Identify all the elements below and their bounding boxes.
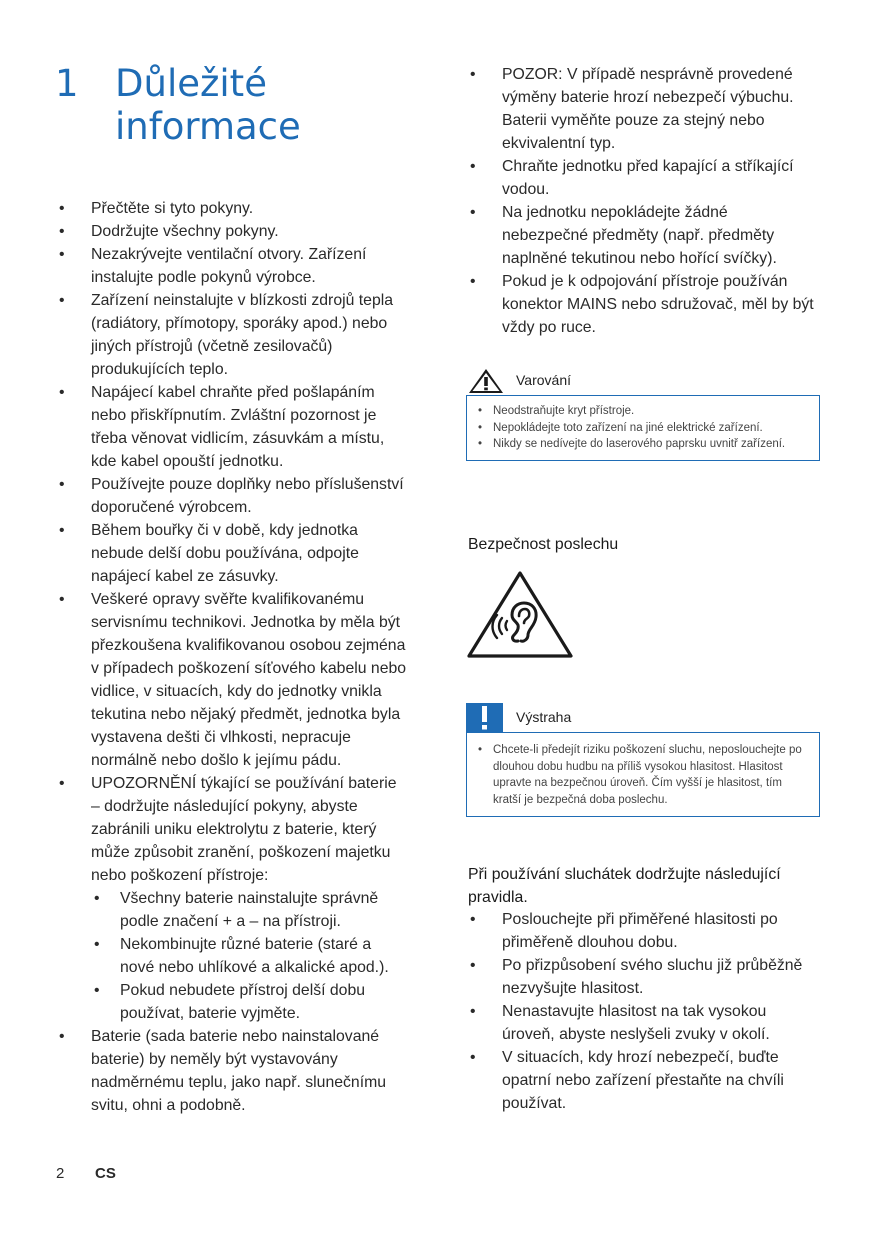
- battery-list-item: [56, 772, 408, 1025]
- warning-item: • Neodstraňujte kryt přístroje.: [475, 403, 811, 420]
- right-column-top: [467, 63, 817, 339]
- list-item: • POZOR: V případě nesprávně provedené výměny baterie hrozí nebezpečí výbuchu. Baterii vyměňte pouze za stejný nebo ekvivalentní typ.: [467, 63, 817, 155]
- page-number: 2: [56, 1165, 65, 1182]
- caution-item: • Chcete-li předejít riziku poškození sluchu, neposlouchejte po dlouhou dobu hudbu na příliš vysokou hlasitost. Hlasitost upravte na bezpečnou úroveň. Čím vyšší je hlasitost, tím kratší je bezpečná doba poslechu.: [475, 742, 811, 808]
- warning-title: Varování: [516, 372, 571, 388]
- headphones-list: [467, 908, 817, 1115]
- exclamation-icon: [466, 703, 503, 732]
- warning-header: [466, 366, 820, 395]
- list-item: • Používejte pouze doplňky nebo příslušenství doporučené výrobcem.: [56, 473, 408, 519]
- caution-callout: [466, 703, 820, 817]
- list-item: • Nenastavujte hlasitost na tak vysokou úroveň, abyste neslyšeli zvuky v okolí.: [467, 1000, 817, 1046]
- sub-list-item: • Pokud nebudete přístroj delší dobu používat, baterie vyjměte.: [91, 979, 408, 1025]
- list-item: • Nezakrývejte ventilační otvory. Zařízení instalujte podle pokynů výrobce.: [56, 243, 408, 289]
- list-item: • Dodržujte všechny pokyny.: [56, 220, 408, 243]
- sub-list-item: • Všechny baterie nainstalujte správně podle značení + a – na přístroji.: [91, 887, 408, 933]
- list-item: • Přečtěte si tyto pokyny.: [56, 197, 408, 220]
- caution-list: [475, 742, 811, 808]
- list-item: • Zařízení neinstalujte v blízkosti zdrojů tepla (radiátory, přímotopy, sporáky apod.) nebo jiných přístrojů (včetně zesilovačů) produkujících teplo.: [56, 289, 408, 381]
- left-column: [56, 197, 408, 1117]
- safety-list-continued: [467, 63, 817, 339]
- warning-box: [466, 395, 820, 461]
- list-item: • Napájecí kabel chraňte před pošlapáním nebo přiskřípnutím. Zvláštní pozornost je třeba věnovat vidlicím, zásuvkám a místu, kde kabel opouští jednotku.: [56, 381, 408, 473]
- list-item: • Poslouchejte při přiměřené hlasitosti po přiměřeně dlouhou dobu.: [467, 908, 817, 954]
- sub-list-item: • Nekombinujte různé baterie (staré a nové nebo uhlíkové a alkalické apod.).: [91, 933, 408, 979]
- warning-triangle-icon: [468, 368, 504, 399]
- list-item: • V situacích, kdy hrozí nebezpečí, buďte opatrní nebo zařízení přestaňte na chvíli používat.: [467, 1046, 817, 1115]
- language-code: CS: [95, 1165, 116, 1182]
- list-item: • Baterie (sada baterie nebo nainstalované baterie) by neměly být vystavovány nadměrnému teplu, jako např. slunečnímu svitu, ohni a podobně.: [56, 1025, 408, 1117]
- caution-header: [466, 703, 820, 732]
- headphones-heading: Při používání sluchátek dodržujte následující pravidla.: [468, 866, 781, 906]
- list-item: • Po přizpůsobení svého sluchu již průběžně nezvyšujte hlasitost.: [467, 954, 817, 1000]
- caution-box: [466, 732, 820, 817]
- list-item: • Veškeré opravy svěřte kvalifikovanému servisnímu technikovi. Jednotka by měla být přezkoušena kvalifikovanou osobou zejména v případech poškození síťového kabelu nebo vidlice, v situacích, kdy do jednotky vnikla tekutina nebo nějaký předmět, jednotka byla vystavena dešti či vlhkosti, nepracuje normálně nebo došlo k jejímu pádu.: [56, 588, 408, 772]
- safety-list: [56, 197, 408, 1117]
- chapter-number: 1: [55, 62, 79, 105]
- battery-sublist: [91, 887, 408, 1025]
- list-item: • Pokud je k odpojování přístroje používán konektor MAINS nebo sdružovač, měl by být vždy po ruce.: [467, 270, 817, 339]
- warning-list: [475, 403, 811, 453]
- list-item: • Během bouřky či v době, kdy jednotka nebude delší dobu používána, odpojte napájecí kabel ze zásuvky.: [56, 519, 408, 588]
- battery-caution-text: UPOZORNĚNÍ týkající se používání baterie – dodržujte následující pokyny, abyste zabránili uniku elektrolytu z baterie, který může způsobit zranění, poškození majetku nebo poškození přístroje:: [91, 775, 397, 884]
- caution-title: Výstraha: [516, 709, 572, 725]
- chapter-title-line2: informace: [115, 105, 301, 148]
- warning-item: • Nepokládejte toto zařízení na jiné elektrické zařízení.: [475, 420, 811, 437]
- chapter-title-line1: Důležité: [115, 62, 267, 105]
- hearing-protection-icon: [466, 569, 574, 664]
- warning-item: • Nikdy se nedívejte do laserového paprsku uvnitř zařízení.: [475, 436, 811, 453]
- list-item: • Na jednotku nepokládejte žádné nebezpečné předměty (např. předměty naplněné tekutinou nebo hořící svíčky).: [467, 201, 817, 270]
- list-item: • Chraňte jednotku před kapající a stříkající vodou.: [467, 155, 817, 201]
- listening-safety-heading: Bezpečnost poslechu: [468, 536, 619, 553]
- warning-callout: [466, 366, 820, 461]
- chapter-title: [115, 62, 301, 148]
- right-column-bottom: [467, 908, 817, 1115]
